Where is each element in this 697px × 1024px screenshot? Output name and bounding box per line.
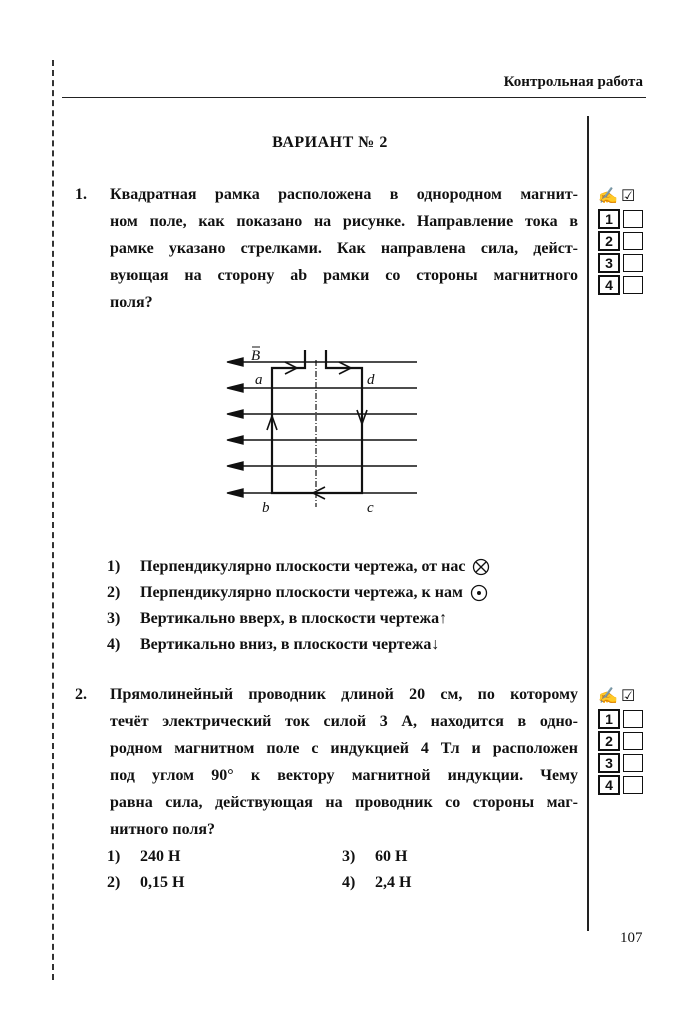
option-text: 2,4 Н [375,874,412,891]
answer-number: 3 [598,253,620,273]
answer-column-rule [587,116,589,931]
header-rule [62,97,646,98]
pen-icon: ✍ [598,188,618,205]
option-text: 240 Н [140,848,181,865]
answer-number: 1 [598,209,620,229]
checkbox-checked-icon: ☑ [621,188,636,205]
option-text: Перпендикулярно плоскости чертежа, от нас [140,558,466,575]
question-1-text-line: вующая на сторону ab рамки со стороны магнитного [110,267,578,284]
answer-number: 1 [598,709,620,729]
answer-box-question-2 [598,688,648,798]
question-1-number: 1. [75,186,87,203]
question-1-text-line: ном поле, как показано на рисунке. Направление тока в [110,213,578,230]
option-number: 4) [342,874,356,891]
corner-label-d: d [367,372,375,388]
answer-box-question-1 [598,188,648,298]
option-number: 4) [107,636,121,653]
question-2-number: 2. [75,686,87,703]
question-1-text-line: Квадратная рамка расположена в однородном магнит- [110,186,578,203]
margin-cut-line [52,60,54,980]
question-2-option-3 [342,848,407,866]
field-line [227,436,417,444]
option-number: 2) [107,874,121,891]
option-text: Перпендикулярно плоскости чертежа, к нам [140,584,463,601]
answer-number: 4 [598,775,620,795]
question-2-option-2 [107,874,184,892]
answer-checkbox[interactable] [623,776,643,794]
question-2-text-line: равна сила, действующая на проводник со стороны маг- [110,794,578,811]
checkbox-checked-icon: ☑ [621,688,636,705]
corner-label-a: a [255,372,263,388]
corner-label-c: c [367,500,374,516]
question-2-text-line: родном магнитном поле с индукцией 4 Тл и расположен [110,740,578,757]
answer-number: 4 [598,275,620,295]
arrow-up-icon: ↑ [439,610,448,627]
question-2-text-line: течёт электрический ток силой 3 А, находится в одно- [110,713,578,730]
question-1-option-3 [107,610,447,628]
option-number: 1) [107,558,121,575]
option-number: 1) [107,848,121,865]
current-arrows [267,362,367,499]
option-text: Вертикально вверх, в плоскости чертежа [140,610,440,627]
question-2-text-line: нитного поля? [110,821,216,838]
answer-checkbox[interactable] [623,232,643,250]
field-vector-label: B [251,348,261,364]
running-header: Контрольная работа [503,74,643,90]
cross-in-circle-icon [472,558,490,576]
pen-icon: ✍ [598,688,618,705]
option-text: Вертикально вниз, в плоскости чертежа [140,636,432,653]
answer-checkbox[interactable] [623,710,643,728]
question-1-text-line: поля? [110,294,153,311]
current-frame [272,350,362,493]
field-line [227,462,417,470]
question-1-option-1 [107,558,490,576]
option-text: 60 Н [375,848,408,865]
answer-checkbox[interactable] [623,732,643,750]
question-2-text-line: под углом 90° к вектору магнитной индукции. Чему [110,767,578,784]
question-2-option-4 [342,874,411,892]
question-1-option-2 [107,584,488,602]
answer-checkbox[interactable] [623,276,643,294]
arrow-down-icon: ↓ [431,636,440,653]
corner-label-b: b [262,500,270,516]
option-number: 3) [107,610,121,627]
question-2-option-1 [107,848,180,866]
answer-checkbox[interactable] [623,210,643,228]
option-number: 3) [342,848,356,865]
option-text: 0,15 Н [140,874,185,891]
answer-checkbox[interactable] [623,754,643,772]
option-number: 2) [107,584,121,601]
variant-title: ВАРИАНТ № 2 [272,134,388,151]
magnetic-frame-figure [215,340,430,520]
answer-number: 2 [598,731,620,751]
dot-in-circle-icon [470,584,488,602]
field-line [227,410,417,418]
question-2-text-line: Прямолинейный проводник длиной 20 см, по которому [110,686,578,703]
page-number: 107 [620,930,643,946]
answer-number: 2 [598,231,620,251]
question-1-text-line: рамке указано стрелками. Как направлена сила, дейст- [110,240,578,257]
answer-checkbox[interactable] [623,254,643,272]
question-1-option-4 [107,636,439,654]
answer-number: 3 [598,753,620,773]
